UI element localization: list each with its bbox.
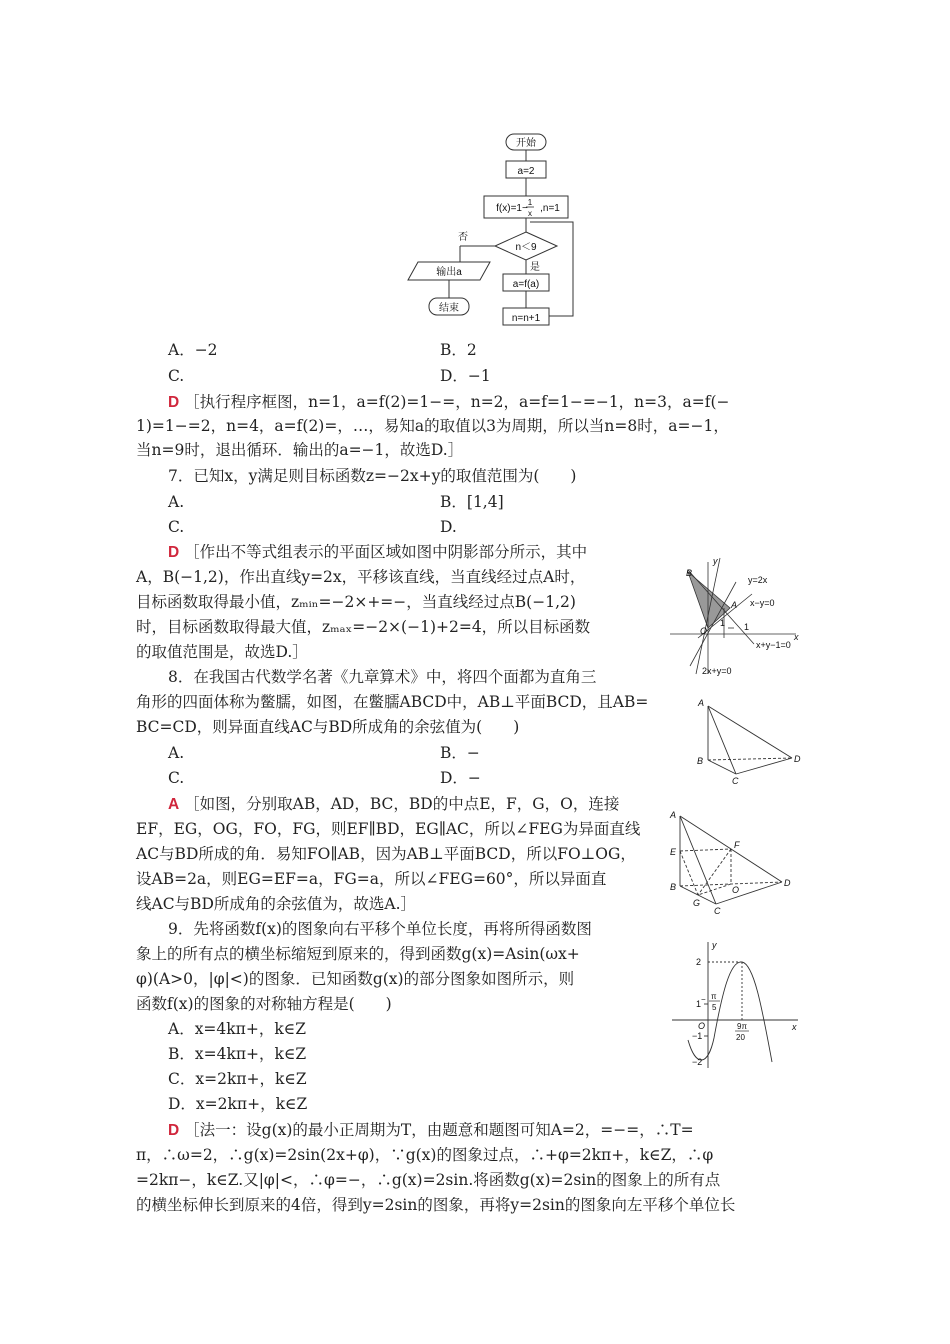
q8-tetrahedron-figure [694, 694, 806, 786]
flow-no-label: 否 [458, 232, 468, 243]
flow-func: f(x)=1− [496, 203, 528, 214]
vertex-d: D [784, 878, 791, 888]
q9-solution-line: =2kπ−，k∈Z.又|φ|<，∴φ=−，∴g(x)=2sin.将函数g(x)=2sin的图象上的所有点 [136, 1171, 721, 1189]
vertex-d: D [794, 754, 801, 764]
q9-stem: 9．先将函数f(x)的图象向右平移个单位长度，再将所得函数图 [168, 920, 592, 938]
q8-option-a: A. [168, 744, 185, 762]
label-y: y [713, 556, 718, 566]
flow-output: 输出a [436, 267, 462, 278]
flow-start: 开始 [516, 138, 536, 149]
line-2x-plus-y: 2x+y=0 [702, 666, 732, 676]
q6-option-a: A．−2 [168, 341, 218, 359]
tick-2: 2 [696, 957, 702, 967]
tick-1: 1 [696, 999, 702, 1009]
q9-solution-line: D ［法一：设g(x)的最小正周期为T，由题意和题图可知A=2，=−=，∴T= [168, 1121, 694, 1139]
q6-solution-line: D ［执行程序框图，n=1，a=f(2)=1−=，n=2，a=f=1−=−1，n=3，a=f(− [168, 393, 730, 411]
q8-solution-line: 线AC与BD所成角的余弦值为，故选A.］ [136, 895, 416, 913]
flow-yes-label: 是 [530, 262, 540, 273]
q7-option-b: B．[1,4] [440, 493, 504, 511]
midpoint-e: E [670, 847, 677, 857]
q8-option-b: B．− [440, 744, 480, 762]
q9-sine-graph [668, 938, 802, 1072]
flow-condition: n＜9 [515, 242, 537, 253]
origin-label: O [698, 1021, 706, 1031]
q6-option-c: C. [168, 367, 185, 385]
line-x-minus-y: x−y=0 [750, 598, 775, 608]
vertex-b: B [670, 882, 677, 892]
axis-x-label: x [792, 1022, 797, 1032]
q6-option-b: B．2 [440, 341, 477, 359]
q9-option-a: A．x=4kπ+，k∈Z [168, 1020, 306, 1038]
vertex-c: C [714, 906, 721, 916]
q8-midpoint-figure [666, 808, 800, 916]
q8-option-c: C. [168, 769, 185, 787]
q9-option-d: D．x=2kπ+，k∈Z [168, 1095, 308, 1113]
flow-func-num: 1 [527, 198, 533, 207]
label-a: A [731, 600, 738, 610]
q7-solution-line: 目标函数取得最小值，zₘᵢₙ=−2×+=−，当直线经过点B(−1,2) [136, 593, 576, 611]
q9-stem: 函数f(x)的图象的对称轴方程是( ) [136, 995, 392, 1013]
q9-stem: φ)(A>0，|φ|<)的图象．已知函数g(x)的部分图象如图所示，则 [136, 970, 575, 988]
tick-pi: π [711, 992, 717, 1001]
q8-option-d: D．− [440, 769, 481, 787]
q9-option-b: B．x=4kπ+，k∈Z [168, 1045, 307, 1063]
q8-solution-line: A ［如图，分别取AB，AD，BC，BD的中点E，F，G，O，连接 [168, 795, 620, 813]
flow-func-den: x [528, 209, 532, 218]
q6-solution-line: 当n=9时，退出循环．输出的a=−1，故选D.］ [136, 441, 464, 459]
q9-answer: D [168, 1122, 180, 1139]
tick-five: 5 [712, 1003, 717, 1012]
tick-twenty: 20 [736, 1033, 745, 1042]
vertex-c: C [732, 776, 739, 786]
q7-solution-line: 时，目标函数取得最大值，zₘₐₓ=−2×(−1)+2=4，所以目标函数 [136, 618, 591, 636]
flow-end: 结束 [439, 303, 459, 314]
q8-solution-line: EF，EG，OG，FO，FG，则EF∥BD，EG∥AC，所以∠FEG为异面直线 [136, 820, 641, 838]
vertex-a: A [670, 810, 677, 820]
tick-minus-2: −2 [692, 1057, 703, 1067]
q7-region-figure [668, 556, 808, 682]
vertex-b: B [697, 756, 704, 766]
q7-solution-line: D ［作出不等式组表示的平面区域如图中阴影部分所示，其中 [168, 543, 588, 561]
q9-solution-line: 的横坐标伸长到原来的4倍，得到y=2sin的图象，再将y=2sin的图象向左平移个单位长 [136, 1196, 736, 1214]
q8-stem: 角形的四面体称为鳖臑，如图，在鳖臑ABCD中，AB⊥平面BCD，且AB= [136, 693, 649, 711]
q8-solution-line: 设AB=2a，则EG=EF=a，FG=a，所以∠FEG=60°，所以异面直 [136, 870, 607, 888]
q7-solution-line: A，B(−1,2)，作出直线y=2x，平移该直线，当直线经过点A时， [136, 568, 586, 586]
tick-9pi: 9π [737, 1022, 747, 1031]
q8-stem: BC=CD，则异面直线AC与BD所成角的余弦值为( ) [136, 718, 520, 736]
q7-option-d: D. [440, 518, 457, 536]
tick-neg: − [701, 995, 706, 1004]
label-x: x [794, 632, 799, 642]
q6-answer: D [168, 394, 180, 411]
line-y-2x: y=2x [748, 575, 768, 585]
q6-option-d: D．−1 [440, 367, 491, 385]
midpoint-f: F [734, 840, 740, 850]
q6-solution-line: 1)=1−=2，n=4，a=f(2)=，…，易知a的取值以3为周期，所以当n=8时，a=−1， [136, 417, 729, 435]
q7-option-a: A. [168, 493, 185, 511]
q9-option-c: C．x=2kπ+，k∈Z [168, 1070, 307, 1088]
tick-minus-1: −1 [692, 1031, 703, 1041]
q7-answer: D [168, 544, 180, 561]
q7-solution-line: 的取值范围是，故选D.］ [136, 643, 308, 661]
label-o: O [700, 626, 708, 636]
flow-increment: n=n+1 [511, 313, 541, 324]
midpoint-g: G [693, 898, 701, 908]
q7-option-c: C. [168, 518, 185, 536]
program-flowchart [400, 128, 585, 328]
q8-stem: 8．在我国古代数学名著《九章算术》中，将四个面都为直角三 [168, 668, 597, 686]
flow-init: a=2 [517, 166, 535, 177]
flow-update: a=f(a) [512, 279, 540, 290]
vertex-a: A [698, 698, 705, 708]
q8-answer: A [168, 796, 180, 813]
label-one-x: 1 [744, 622, 750, 632]
q9-solution-line: π，∴ω=2，∴g(x)=2sin(2x+φ)，∵g(x)的图象过点，∴+φ=2kπ+，k∈Z，∴φ [136, 1146, 714, 1164]
q7-stem: 7．已知x，y满足则目标函数z=−2x+y的取值范围为( ) [168, 467, 577, 485]
q8-solution-line: AC与BD所成的角．易知FO∥AB，因为AB⊥平面BCD，所以FO⊥OG， [136, 845, 636, 863]
line-x-plus-y: x+y−1=0 [756, 640, 791, 650]
label-b: B [686, 568, 693, 578]
axis-y-label: y [712, 940, 717, 950]
midpoint-o: O [732, 885, 740, 895]
q9-stem: 象上的所有点的横坐标缩短到原来的，得到函数g(x)=Asin(ωx+ [136, 945, 580, 963]
label-one-y: 1 [720, 618, 726, 628]
flow-func-n: ,n=1 [540, 203, 560, 214]
